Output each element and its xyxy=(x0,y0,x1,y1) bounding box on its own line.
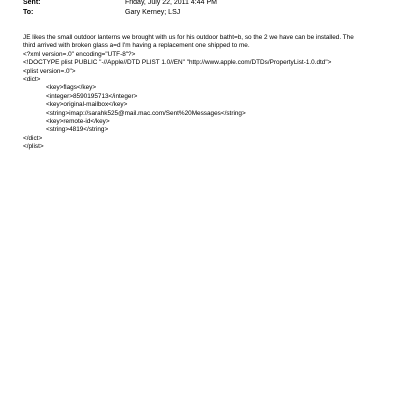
email-header xyxy=(23,0,383,18)
to-row xyxy=(23,8,383,18)
sent-row xyxy=(23,0,383,8)
dict-open-tag: <dict> xyxy=(23,75,41,83)
integer-value-line: <integer>8590195713</integer> xyxy=(46,92,138,100)
sent-label: Sent: xyxy=(23,0,41,6)
key-flags-line: <key>flags</key> xyxy=(46,84,97,92)
string-remote-id-line: <string>4819</string> xyxy=(46,126,109,134)
xml-declaration: <?xml version=.0" encoding="UTF-8"?> xyxy=(23,50,136,58)
string-mailbox-line: <string>imap://sarahk525@mail.mac.com/Sent%20Messages</string> xyxy=(46,109,246,117)
body-paragraph-line-1: JE likes the small outdoor lanterns we brought with us for his outdoor batht=b, so the 2 we have can be installed. The xyxy=(23,34,354,41)
email-body xyxy=(23,34,383,151)
plist-open-tag: <plist version=.0"> xyxy=(23,67,76,75)
key-remote-id-line: <key>remote-id</key> xyxy=(46,117,110,125)
key-original-mailbox-line: <key>original-mailbox</key> xyxy=(46,101,128,109)
to-label: To: xyxy=(23,9,34,16)
body-paragraph-line-2: third arrived with broken glass a=d I'm having a replacement one shipped to me. xyxy=(23,42,250,50)
dict-close-tag: </dict> xyxy=(23,134,43,142)
doctype-line: <!DOCTYPE plist PUBLIC "-//Apple//DTD PLIST 1.0//EN" "http://www.apple.com/DTDs/PropertyList-1.0.dtd"> xyxy=(23,59,332,67)
to-value: Gary Kerney; LSJ xyxy=(125,9,181,16)
plist-close-tag: </plist> xyxy=(23,143,44,151)
sent-value: Friday, July 22, 2011 4:44 PM xyxy=(125,0,217,6)
